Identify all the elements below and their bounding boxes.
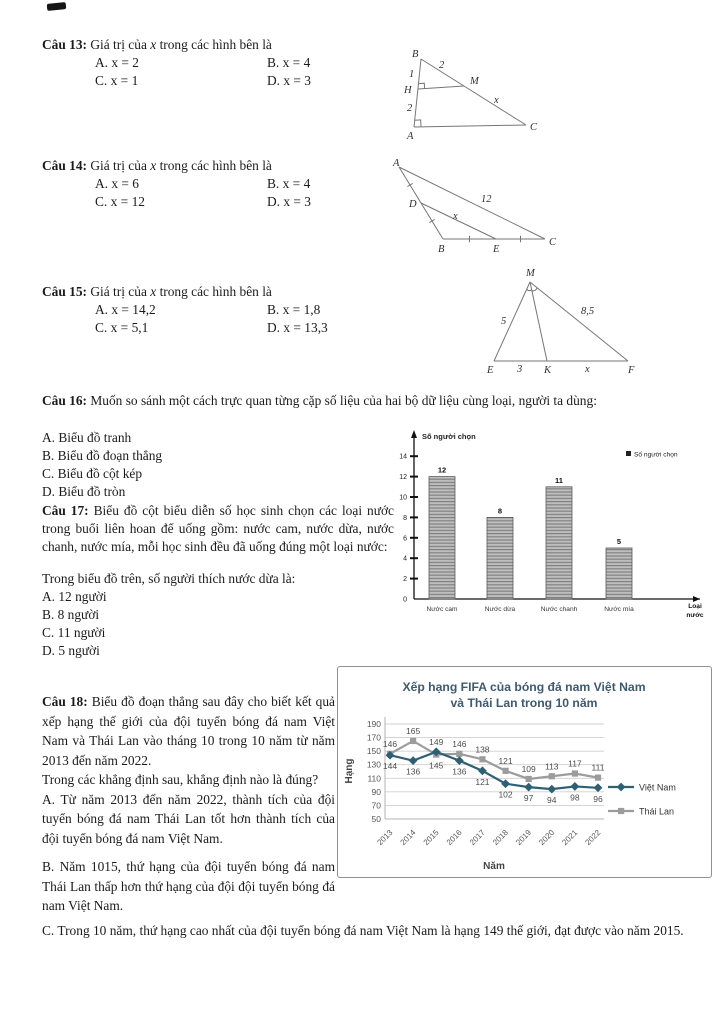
q15-option-a: A. x = 14,2	[95, 302, 156, 317]
x-tick-label: 2018	[491, 828, 510, 847]
vertex-label: C	[530, 122, 538, 133]
question-17	[42, 502, 394, 660]
q15-option-c: C. x = 5,1	[95, 320, 149, 335]
y-tick-label: 14	[399, 453, 407, 461]
segment-label: 8,5	[581, 306, 595, 317]
y-tick-label: 8	[403, 514, 407, 522]
question-13-text-pre: Giá trị của	[90, 37, 147, 52]
chart-title: và Thái Lan trong 10 năm	[450, 696, 598, 710]
figure-q13-triangle	[388, 47, 538, 142]
x-axis-title: Loại	[688, 603, 702, 610]
question-17-text: Biểu đồ cột biểu diễn số học sinh chọn các loại nước trong buổi liên hoan để uống gồm: nước cam, nước dừa, nước chanh, nước mía, mỗi học sinh đều đã uống đúng một loại nước:	[42, 503, 394, 554]
question-15-text-pre: Giá trị của	[90, 284, 147, 299]
data-label: 138	[475, 744, 490, 755]
question-15-variable: x	[150, 284, 157, 299]
figure-q14-triangle	[383, 157, 563, 255]
data-label: 94	[547, 795, 557, 806]
data-label: 121	[498, 755, 513, 766]
q14-option-c: C. x = 12	[95, 194, 145, 209]
fifa-chart-box	[337, 666, 712, 878]
question-14-variable: x	[150, 158, 157, 173]
q14-option-a: A. x = 6	[95, 176, 140, 191]
marker-square	[549, 773, 555, 779]
y-tick-label: 110	[367, 773, 381, 784]
marker-square	[456, 751, 462, 757]
question-18-question: Trong các khẳng định sau, khẳng định nào là đúng?	[42, 772, 319, 787]
vertex-label: D	[409, 199, 417, 210]
data-label: 109	[521, 763, 536, 774]
question-16-text: Muốn so sánh một cách trực quan từng cặp số liệu của hai bộ dữ liệu cùng loại, người ta dùng:	[90, 393, 597, 408]
figure-q15-triangle	[478, 266, 643, 378]
question-13-stem	[42, 36, 394, 54]
q17-option-b: B. 8 người	[42, 607, 100, 622]
bar-category-label: Nước dừa	[484, 606, 516, 613]
chart-title: Xếp hạng FIFA của bóng đá nam Việt Nam	[402, 680, 646, 694]
question-18-text: Biểu đồ đoạn thẳng sau đây cho biết kết quả xếp hạng thế giới của đội tuyển bóng đá nam Việt Nam và Thái Lan vào tháng 10 trong 10 năm từ năm 2013 đến năm 2022.	[42, 694, 335, 768]
marker-diamond	[501, 779, 510, 788]
scan-artifact	[47, 2, 67, 11]
y-tick-label: 50	[371, 814, 381, 824]
marker-diamond	[409, 756, 418, 765]
vertex-label: K	[544, 365, 552, 376]
data-label: 136	[406, 766, 421, 777]
data-label: 98	[570, 792, 580, 803]
marker-square	[595, 775, 601, 781]
x-tick-label: 2016	[444, 828, 464, 847]
question-15	[42, 283, 394, 337]
segment-label: 12	[481, 194, 492, 205]
vertex-label: M	[470, 76, 479, 87]
question-15-number: Câu 15:	[42, 284, 88, 299]
question-14-options	[42, 175, 394, 211]
data-label: 149	[429, 736, 444, 747]
marker-diamond	[571, 782, 580, 791]
y-tick-label: 12	[399, 474, 407, 482]
x-axis-title: nước	[686, 612, 704, 619]
q13-option-c: C. x = 1	[95, 73, 139, 88]
q15-option-d: D. x = 13,3	[267, 320, 328, 335]
drinks-bar-chart	[398, 427, 712, 627]
segment-label: 1	[409, 69, 415, 80]
series-line-0	[390, 752, 598, 789]
legend-marker	[617, 783, 626, 792]
marker-diamond	[455, 756, 464, 765]
question-14-stem	[42, 157, 394, 175]
question-13-options	[42, 54, 394, 90]
y-tick-label: 190	[366, 719, 381, 729]
vertex-label: F	[628, 365, 635, 376]
segment-label: 2	[407, 103, 413, 114]
x-tick-label: 2015	[421, 828, 441, 847]
q18-option-c: C. Trong 10 năm, thứ hạng cao nhất của đội tuyển bóng đá nam Việt Nam là hạng 149 thế giới, đạt được vào năm 2015.	[42, 922, 684, 938]
data-label: 146	[452, 738, 467, 749]
bar-value-label: 12	[437, 465, 447, 475]
x-tick-label: 2022	[583, 828, 603, 847]
x-axis-title: Năm	[483, 861, 505, 872]
q13-option-d: D. x = 3	[267, 73, 312, 88]
question-14	[42, 157, 394, 211]
legend-swatch	[626, 451, 631, 456]
segment-label: 2	[439, 60, 445, 71]
q16-option-a: A. Biểu đồ tranh	[42, 430, 132, 445]
bar-value-label: 5	[616, 537, 622, 546]
y-tick-label: 0	[403, 596, 407, 604]
vertex-label: A	[407, 131, 414, 142]
right-angle-mark-H	[419, 83, 425, 88]
angle-mark	[527, 289, 532, 290]
data-label: 117	[568, 758, 582, 769]
y-tick-label: 2	[403, 576, 407, 584]
marker-square	[479, 756, 485, 762]
question-13-text-post: trong các hình bên là	[159, 37, 272, 52]
angle-mark	[532, 288, 537, 291]
question-16	[42, 392, 692, 410]
vertex-label: M	[526, 268, 535, 279]
fifa-line-chart	[338, 667, 710, 876]
marker-diamond	[524, 783, 533, 792]
q16-option-d: D. Biểu đồ tròn	[42, 484, 126, 499]
legend-marker	[618, 808, 624, 814]
q17-option-a: A. 12 người	[42, 589, 107, 604]
y-tick-label: 130	[366, 759, 381, 770]
segment-label: 5	[501, 316, 507, 327]
q18-option-a: A. Từ năm 2013 đến năm 2022, thành tích của đội tuyển bóng đá nam Thái Lan tốt hơn thành tích của đội tuyển bóng đá nam Việt Nam.	[42, 791, 335, 846]
vertex-label: B	[438, 244, 445, 255]
question-13	[42, 36, 394, 90]
question-14-text-post: trong các hình bên là	[159, 158, 272, 173]
data-label: 146	[382, 738, 398, 749]
q13-option-b: B. x = 4	[267, 55, 311, 70]
bar-category-label: Nước cam	[426, 606, 458, 613]
bar-value-label: 11	[555, 475, 563, 485]
data-label: 113	[544, 761, 559, 772]
x-tick-label: 2019	[514, 828, 534, 847]
data-label: 144	[382, 761, 398, 772]
question-13-number: Câu 13:	[42, 37, 88, 52]
bar-category-label: Nước chanh	[540, 606, 578, 613]
marker-square	[502, 768, 508, 774]
question-17-number: Câu 17:	[42, 503, 89, 518]
x-tick-label: 2013	[375, 828, 395, 847]
bar-category-label: Nước mía	[604, 606, 634, 613]
q14-option-b: B. x = 4	[267, 176, 311, 191]
segment-label: 3	[517, 364, 523, 375]
question-15-stem	[42, 283, 394, 301]
question-15-options	[42, 301, 394, 337]
y-tick-label: 70	[371, 800, 381, 811]
marker-square	[410, 738, 416, 744]
x-tick-label: 2014	[398, 828, 418, 847]
question-18-number: Câu 18:	[42, 694, 88, 709]
data-label: 111	[591, 762, 605, 773]
y-axis-title: Số người chọn	[422, 432, 476, 441]
q16-option-b: B. Biểu đồ đoạn thẳng	[42, 448, 163, 463]
vertex-label: H	[404, 85, 412, 96]
question-14-number: Câu 14:	[42, 158, 88, 173]
question-13-variable: x	[150, 37, 157, 52]
vertex-label: E	[493, 244, 500, 255]
question-17-options	[42, 588, 394, 660]
data-label: 136	[452, 766, 467, 777]
y-axis-title: Hạng	[344, 758, 355, 784]
vertex-label: E	[487, 365, 494, 376]
x-tick-label: 2020	[537, 828, 557, 847]
tick-mark	[429, 219, 434, 222]
x-tick-label: 2021	[560, 828, 580, 847]
data-label: 102	[498, 789, 513, 800]
bar	[487, 517, 513, 599]
question-17-question: Trong biểu đồ trên, số người thích nước dừa là:	[42, 571, 296, 586]
legend-label: Số người chọn	[634, 451, 678, 459]
x-tick-label: 2017	[467, 828, 487, 847]
tick-mark	[407, 183, 412, 186]
data-label: 145	[429, 760, 444, 771]
vertex-label: A	[393, 158, 400, 169]
marker-square	[526, 776, 532, 782]
marker-diamond	[478, 766, 487, 775]
marker-square	[572, 770, 578, 776]
q18-option-b: B. Năm 1015, thứ hạng của đội tuyển bóng đá nam Thái Lan thấp hơn thứ hạng của đội đội tuyển bóng đá nam Việt Nam.	[42, 859, 335, 913]
right-angle-mark-A	[415, 120, 421, 127]
q16-option-c: C. Biểu đồ cột kép	[42, 466, 143, 481]
q17-option-c: C. 11 người	[42, 625, 106, 640]
q14-option-d: D. x = 3	[267, 194, 312, 209]
y-tick-label: 6	[403, 535, 407, 543]
legend-label: Việt Nam	[639, 782, 676, 793]
y-tick-label: 10	[399, 494, 407, 502]
vertex-label: B	[412, 49, 419, 60]
data-label: 97	[523, 793, 534, 804]
question-14-text-pre: Giá trị của	[90, 158, 147, 173]
q17-option-d: D. 5 người	[42, 643, 100, 658]
bar	[429, 477, 455, 599]
data-label: 165	[406, 725, 421, 736]
segment-label: x	[453, 211, 458, 222]
marker-diamond	[594, 783, 603, 792]
vertex-label: C	[549, 237, 557, 248]
q13-option-a: A. x = 2	[95, 55, 140, 70]
bar	[606, 548, 632, 599]
data-label: 121	[475, 776, 490, 787]
segment-label: x	[494, 95, 499, 106]
legend-label: Thái Lan	[639, 806, 675, 817]
y-tick-label: 90	[371, 786, 381, 797]
question-16-number: Câu 16:	[42, 393, 88, 408]
data-label: 96	[593, 793, 603, 804]
question-16-options	[42, 429, 382, 501]
y-tick-label: 170	[366, 732, 381, 743]
y-tick-label: 4	[403, 555, 407, 563]
question-15-text-post: trong các hình bên là	[159, 284, 272, 299]
bar-value-label: 8	[497, 506, 503, 516]
segment-label: x	[585, 364, 590, 375]
bar	[546, 487, 572, 599]
y-tick-label: 150	[366, 746, 381, 757]
question-17-stem	[42, 502, 394, 556]
q15-option-b: B. x = 1,8	[267, 302, 321, 317]
